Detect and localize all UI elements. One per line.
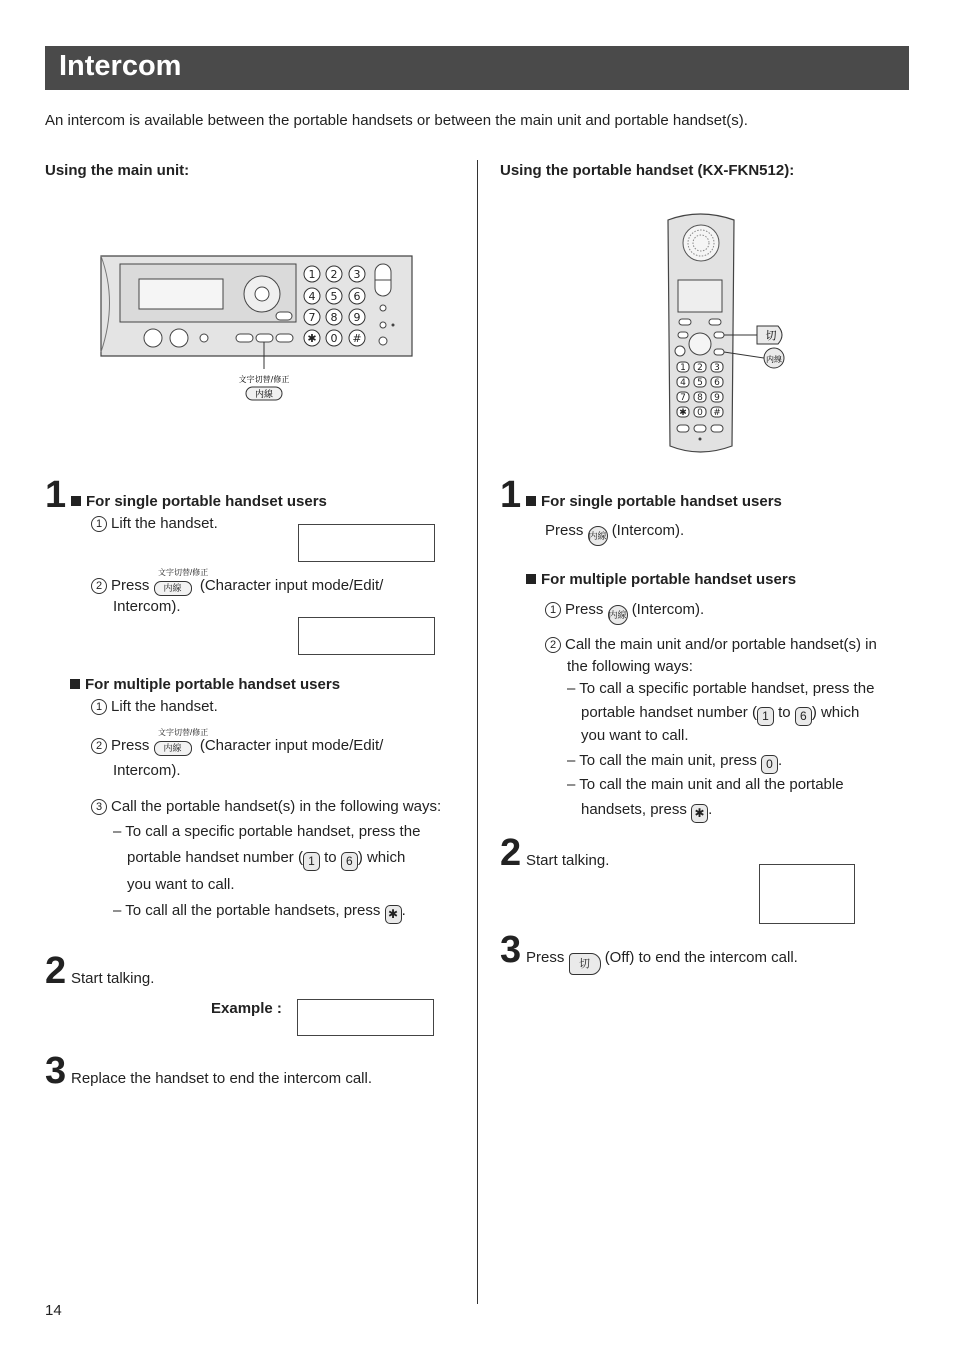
continuation-text: Intercom). bbox=[113, 762, 181, 779]
off-key-icon: 切 bbox=[569, 953, 601, 975]
single-users-heading: For single portable handset users bbox=[526, 492, 782, 512]
display-box bbox=[298, 617, 435, 655]
keypad-label: 2 bbox=[330, 268, 338, 281]
handset-illustration bbox=[660, 210, 795, 460]
keypad-label: ✱ bbox=[307, 332, 317, 345]
key-label-top: 文字切替/修正 bbox=[158, 728, 209, 737]
keypad-label: 7 bbox=[680, 393, 686, 403]
dash-item: – To call the main unit and all the portable bbox=[567, 776, 844, 793]
keypad-label: 9 bbox=[353, 311, 361, 324]
keypad-label: 0 bbox=[697, 408, 703, 418]
sub-step: 2 Press 内線 (Character input mode/Edit/ bbox=[91, 736, 383, 756]
keypad-label: 2 bbox=[697, 363, 703, 373]
step-number: 2 bbox=[45, 950, 67, 992]
square-bullet-icon bbox=[71, 496, 81, 506]
key-1-icon: 1 bbox=[303, 852, 320, 871]
keypad-label: 6 bbox=[714, 378, 720, 388]
keypad-label: 0 bbox=[330, 332, 338, 345]
intercom-key-label: 内線 bbox=[254, 390, 274, 400]
star-key-icon: ✱ bbox=[691, 804, 708, 823]
keypad-label: # bbox=[713, 408, 721, 418]
display-box bbox=[298, 524, 435, 562]
step-text: Press 切 (Off) to end the intercom call. bbox=[526, 948, 798, 975]
sub-step: 1 Press 内線 (Intercom). bbox=[545, 600, 704, 625]
main-unit-illustration bbox=[96, 252, 418, 407]
display-box bbox=[759, 864, 855, 924]
sub-step: 2 Press 内線 (Character input mode/Edit/ bbox=[91, 576, 383, 596]
square-bullet-icon bbox=[526, 574, 536, 584]
instruction-text: Press 内線 (Intercom). bbox=[545, 521, 684, 546]
step-number: 2 bbox=[500, 832, 522, 874]
keypad-label: 8 bbox=[697, 393, 703, 403]
intercom-key-icon: 内線 bbox=[608, 605, 628, 625]
circled-number-icon: 2 bbox=[91, 738, 107, 754]
keypad-label: 1 bbox=[308, 268, 316, 281]
dash-item-cont: you want to call. bbox=[127, 876, 235, 893]
step-text: Start talking. bbox=[71, 970, 155, 987]
display-box bbox=[297, 999, 434, 1036]
keypad-label: 8 bbox=[330, 311, 338, 324]
key-1-icon: 1 bbox=[757, 707, 774, 726]
key-6-icon: 6 bbox=[795, 707, 812, 726]
key-0-icon: 0 bbox=[761, 755, 778, 774]
dash-item: – To call all the portable handsets, press ✱ . bbox=[113, 901, 406, 924]
step-number: 3 bbox=[500, 929, 522, 971]
column-divider bbox=[477, 160, 478, 1304]
circled-number-icon: 2 bbox=[91, 578, 107, 594]
keypad-label: 4 bbox=[308, 290, 316, 303]
keypad-label: 4 bbox=[680, 378, 686, 388]
star-key-icon: ✱ bbox=[385, 905, 402, 924]
keypad-label: 3 bbox=[353, 268, 361, 281]
circled-number-icon: 1 bbox=[91, 516, 107, 532]
multiple-users-heading: For multiple portable handset users bbox=[70, 675, 340, 695]
keypad-label: 6 bbox=[353, 290, 361, 303]
intercom-key-icon: 内線 bbox=[588, 526, 608, 546]
dash-item: – To call a specific portable handset, press the bbox=[567, 680, 875, 697]
right-heading: Using the portable handset (KX-FKN512): bbox=[500, 162, 795, 179]
dash-item: – To call the main unit, press 0 . bbox=[567, 751, 782, 774]
step-number: 3 bbox=[45, 1050, 67, 1092]
single-users-heading: For single portable handset users bbox=[71, 492, 327, 512]
example-label: Example : bbox=[211, 1000, 282, 1017]
keypad-label: 9 bbox=[714, 393, 720, 403]
page-number: 14 bbox=[45, 1302, 62, 1319]
keypad-label: 5 bbox=[330, 290, 338, 303]
square-bullet-icon bbox=[526, 496, 536, 506]
continuation-text: the following ways: bbox=[567, 658, 693, 675]
dash-item: – To call a specific portable handset, press the bbox=[113, 823, 421, 840]
square-bullet-icon bbox=[70, 679, 80, 689]
sub-step: 1 Lift the handset. bbox=[91, 514, 218, 534]
circled-number-icon: 3 bbox=[91, 799, 107, 815]
intercom-key-icon: 内線 bbox=[154, 741, 192, 756]
sub-step: 1 Lift the handset. bbox=[91, 697, 218, 717]
multiple-users-heading: For multiple portable handset users bbox=[526, 570, 796, 590]
sub-step: 3 Call the portable handset(s) in the following ways: bbox=[91, 797, 441, 817]
keypad-label: 1 bbox=[680, 363, 686, 373]
page-title-bar bbox=[45, 46, 909, 90]
page-title: Intercom bbox=[59, 50, 182, 82]
key-6-icon: 6 bbox=[341, 852, 358, 871]
dash-item-cont: handsets, press ✱ . bbox=[581, 800, 712, 823]
keypad-label: 7 bbox=[308, 311, 316, 324]
key-label-top: 文字切替/修正 bbox=[238, 375, 290, 384]
dash-item-cont: you want to call. bbox=[581, 727, 689, 744]
off-key-label: 切 bbox=[765, 329, 777, 342]
keypad-label: # bbox=[352, 332, 362, 345]
dash-item-cont: portable handset number ( 1 to 6 ) which bbox=[127, 848, 405, 871]
keypad-label: 5 bbox=[697, 378, 703, 388]
circled-number-icon: 1 bbox=[545, 602, 561, 618]
circled-number-icon: 2 bbox=[545, 637, 561, 653]
circled-number-icon: 1 bbox=[91, 699, 107, 715]
keypad-label: ✱ bbox=[679, 408, 687, 418]
step-number: 1 bbox=[500, 474, 522, 516]
sub-step: 2 Call the main unit and/or portable handset(s) in bbox=[545, 635, 877, 655]
key-label-top: 文字切替/修正 bbox=[158, 568, 209, 577]
intercom-key-icon: 内線 bbox=[154, 581, 192, 596]
continuation-text: Intercom). bbox=[113, 598, 181, 615]
step-text: Start talking. bbox=[526, 852, 610, 869]
keypad-label: 3 bbox=[714, 363, 720, 373]
step-number: 1 bbox=[45, 474, 67, 516]
dash-item-cont: portable handset number ( 1 to 6 ) which bbox=[581, 703, 859, 726]
intro-text: An intercom is available between the portable handsets or between the main unit and portable handset(s). bbox=[45, 112, 748, 129]
step-text: Replace the handset to end the intercom call. bbox=[71, 1070, 373, 1087]
intercom-key-label: 内線 bbox=[766, 355, 782, 364]
left-heading: Using the main unit: bbox=[45, 162, 190, 179]
